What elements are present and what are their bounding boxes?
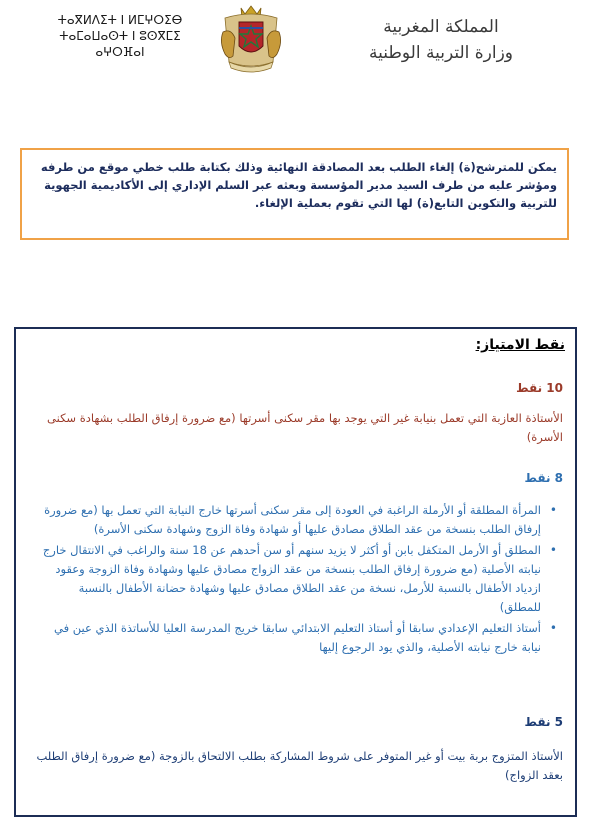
list-item xyxy=(37,619,557,657)
eight-points-item-3: أستاذ التعليم الإعدادي سابقا أو أستاذ التعليم الابتدائي سابقا خريج المدرسة العليا للأساتذة الذي عين في نيابة خارج نيابته الأصلية، والذي يود الرجوع إليها xyxy=(54,621,541,654)
ministry-arabic-name xyxy=(331,14,551,66)
cancellation-notice-text: يمكن للمترشح(ة) إلغاء الطلب بعد المصادقة النهائية وذلك بكتابة طلب خطي موقع من طرفه ومؤشر عليه من طرف السيد مدير المؤسسة وبعثه عبر السلم الإداري إلى الأكاديمية الجهوية للتربية والتكوين التابع(ة) لها التي تقوم بعملية الإلغاء. xyxy=(40,160,557,210)
five-points-label: 5 نقط xyxy=(524,715,563,729)
tifinagh-line-2: ⵜⴰⵎⴰⵡⴰⵙⵜ ⵏ ⵓⵙⴳⵎⵉ xyxy=(59,29,181,43)
eight-points-item-1: المرأة المطلقة أو الأرملة الراغبة في العودة إلى مقر سكنى أسرتها خارج النيابة التي تعمل بها (مع ضرورة إرفاق الطلب بنسخة من عقد الطلاق مصادق عليها أو شهادة وفاة الزوج وشهادة سكنى الأسرة) xyxy=(44,503,541,536)
ten-points-text: الأستاذة العازبة التي تعمل بنيابة غير التي يوجد بها مقر سكنى أسرتها (مع ضرورة إرفاق الطلب بشهادة سكنى الأسرة) xyxy=(47,411,563,444)
list-item xyxy=(37,541,557,617)
bullet-icon: • xyxy=(549,543,557,557)
five-points-text: الأستاذ المتزوج بربة بيت أو غير المتوفر على شروط المشاركة بطلب الالتحاق بالزوجة (مع ضرورة إرفاق الطلب بعقد الزواج) xyxy=(36,749,563,782)
royal-coat-of-arms-icon xyxy=(215,2,287,74)
ten-points-label: 10 نقط xyxy=(516,381,563,395)
bullet-icon: • xyxy=(549,621,557,635)
page-header xyxy=(0,0,591,80)
tifinagh-line-3: ⴰⵖⵔⴼⴰⵏ xyxy=(95,45,145,59)
tifinagh-line-1: ⵜⴰⴳⵍⴷⵉⵜ ⵏ ⵍⵎⵖⵔⵉⴱ xyxy=(57,13,183,27)
eight-points-label: 8 نقط xyxy=(524,471,563,485)
eight-points-item-2: المطلق أو الأرمل المتكفل بابن أو أكثر لا يزيد سنهم أو سن أحدهم عن 18 سنة والراغب في الانتقال خارج نيابته الأصلية (مع ضرورة إرفاق الطلب بنسخة من عقد الزواج مصادق عليها وشهادة وفاة الزوجة وعقود ازدياد الأطفال بالنسبة للأرمل، نسخة من عقد الطلاق مصادق عليها وشهادة حضانة الأطفال بالنسبة للمطلق) xyxy=(42,543,541,614)
bonus-points-title: نقط الامتياز: xyxy=(475,337,565,353)
kingdom-name: المملكة المغربية xyxy=(383,17,499,37)
cancellation-notice xyxy=(20,148,569,240)
eight-points-list xyxy=(37,501,557,659)
bonus-points-panel xyxy=(14,327,577,817)
tifinagh-ministry-name xyxy=(30,12,210,60)
bullet-icon: • xyxy=(549,503,557,517)
list-item xyxy=(37,501,557,539)
ministry-name: وزارة التربية الوطنية xyxy=(368,43,514,63)
